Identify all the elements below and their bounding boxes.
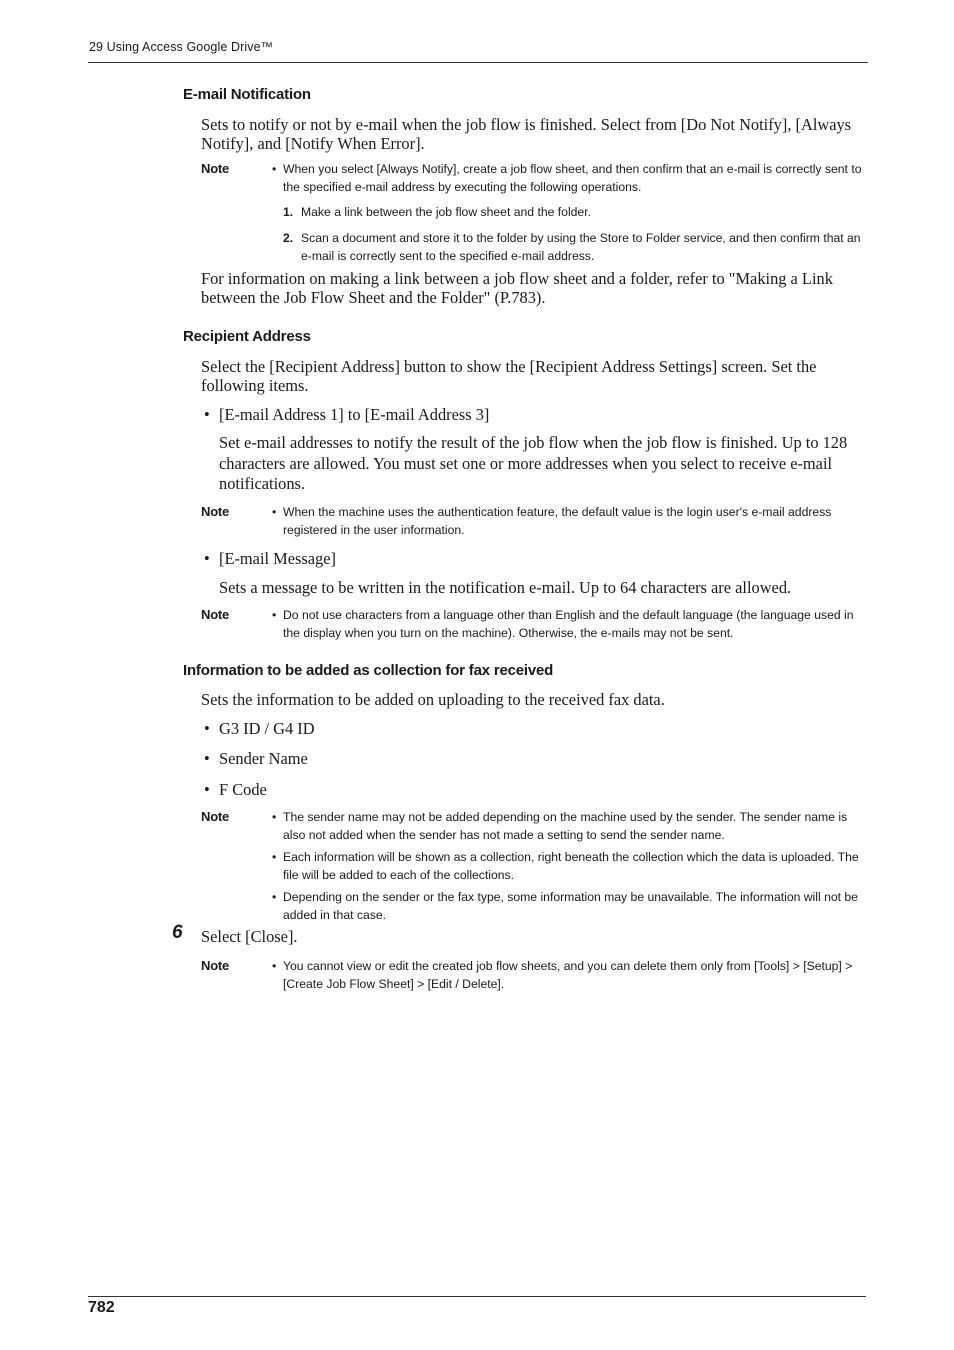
list-item-label: Sender Name (219, 749, 308, 768)
email-address-description: Set e-mail addresses to notify the result of the job flow when the job flow is finished. Up to 128 characters are allowed. You must set one or more addresses when you select to receive e-mail notifications. (219, 433, 848, 493)
note-label: Note (201, 958, 230, 973)
note-label: Note (201, 809, 230, 824)
sub-step-number: 2. (283, 231, 294, 245)
bullet-glyph: • (272, 608, 277, 622)
note-label: Note (201, 161, 230, 176)
step-text: Select [Close]. (201, 927, 298, 946)
list-item-label: G3 ID / G4 ID (219, 719, 315, 738)
list-item-label: [E-mail Message] (219, 549, 336, 568)
note-item (272, 809, 868, 844)
note-text: Each information will be shown as a collection, right beneath the collection which the data is uploaded. The file will be added to each of the collections. (283, 850, 859, 882)
note-item (272, 161, 868, 196)
note-label: Note (201, 504, 230, 519)
step-number: 6 (172, 922, 183, 943)
note-text: Depending on the sender or the fax type, some information may be unavailable. The information will not be added in that case. (283, 890, 858, 922)
note-text: When you select [Always Notify], create a job flow sheet, and then confirm that an e-mail is correctly sent to the specified e-mail address by executing the following operations. (283, 162, 862, 194)
email-notification-reference: For information on making a link between a job flow sheet and a folder, refer to "Making a Link between the Job Flow Sheet and the Folder" (P.783). (201, 269, 833, 307)
sub-step-2 (283, 230, 868, 265)
note-item (272, 889, 868, 924)
sub-step-text: Make a link between the job flow sheet and the folder. (301, 205, 591, 219)
sub-step-1 (283, 204, 868, 222)
sub-step-text: Scan a document and store it to the folder by using the Store to Folder service, and then confirm that an e-mail is correctly sent to the specified e-mail address. (301, 231, 861, 263)
page-number: 782 (88, 1299, 115, 1316)
note-text: When the machine uses the authentication feature, the default value is the login user's e-mail address registered in the user information. (283, 505, 832, 537)
bullet-glyph: • (204, 405, 210, 424)
note-text: Do not use characters from a language other than English and the default language (the language used in the display when you turn on the machine). Otherwise, the e-mails may not be sent. (283, 608, 854, 640)
note-item (272, 849, 868, 884)
sub-step-number: 1. (283, 205, 294, 219)
email-message-description: Sets a message to be written in the notification e-mail. Up to 64 characters are allowed. (219, 578, 792, 597)
list-item-label: F Code (219, 780, 267, 799)
list-item (204, 749, 308, 768)
note-item (272, 607, 868, 642)
email-notification-body: Sets to notify or not by e-mail when the job flow is finished. Select from [Do Not Notify], [Always Notify], and [Notify When Error]. (201, 115, 852, 153)
bullet-glyph: • (204, 719, 210, 738)
section-heading-fax-info: Information to be added as collection for fax received (183, 662, 554, 679)
section-heading-email-notification: E-mail Notification (183, 86, 311, 103)
recipient-address-body: Select the [Recipient Address] button to show the [Recipient Address Settings] screen. Set the following items. (201, 357, 817, 395)
fax-info-body: Sets the information to be added on uploading to the received fax data. (201, 690, 665, 709)
bullet-glyph: • (272, 850, 277, 864)
list-item (204, 719, 315, 738)
list-item (204, 405, 489, 424)
bullet-glyph: • (204, 549, 210, 568)
bullet-glyph: • (272, 162, 277, 176)
bullet-glyph: • (204, 749, 210, 768)
bullet-glyph: • (204, 780, 210, 799)
header-divider (88, 62, 868, 63)
bullet-glyph: • (272, 890, 277, 904)
bullet-glyph: • (272, 505, 277, 519)
note-text: The sender name may not be added depending on the machine used by the sender. The sender name is also not added when the sender has not made a setting to send the sender name. (283, 810, 848, 842)
list-item (204, 780, 267, 799)
section-heading-recipient-address: Recipient Address (183, 328, 311, 345)
page-header-title: 29 Using Access Google Drive™ (89, 40, 274, 54)
footer-divider (88, 1296, 866, 1297)
list-item-label: [E-mail Address 1] to [E-mail Address 3] (219, 405, 490, 424)
note-label: Note (201, 607, 230, 622)
note-text: You cannot view or edit the created job flow sheets, and you can delete them only from [Tools] > [Setup] > [Create Job Flow Sheet] > [Edit / Delete]. (283, 959, 853, 991)
list-item (204, 549, 336, 568)
bullet-glyph: • (272, 810, 277, 824)
bullet-glyph: • (272, 959, 277, 973)
note-item (272, 958, 868, 993)
note-item (272, 504, 868, 539)
